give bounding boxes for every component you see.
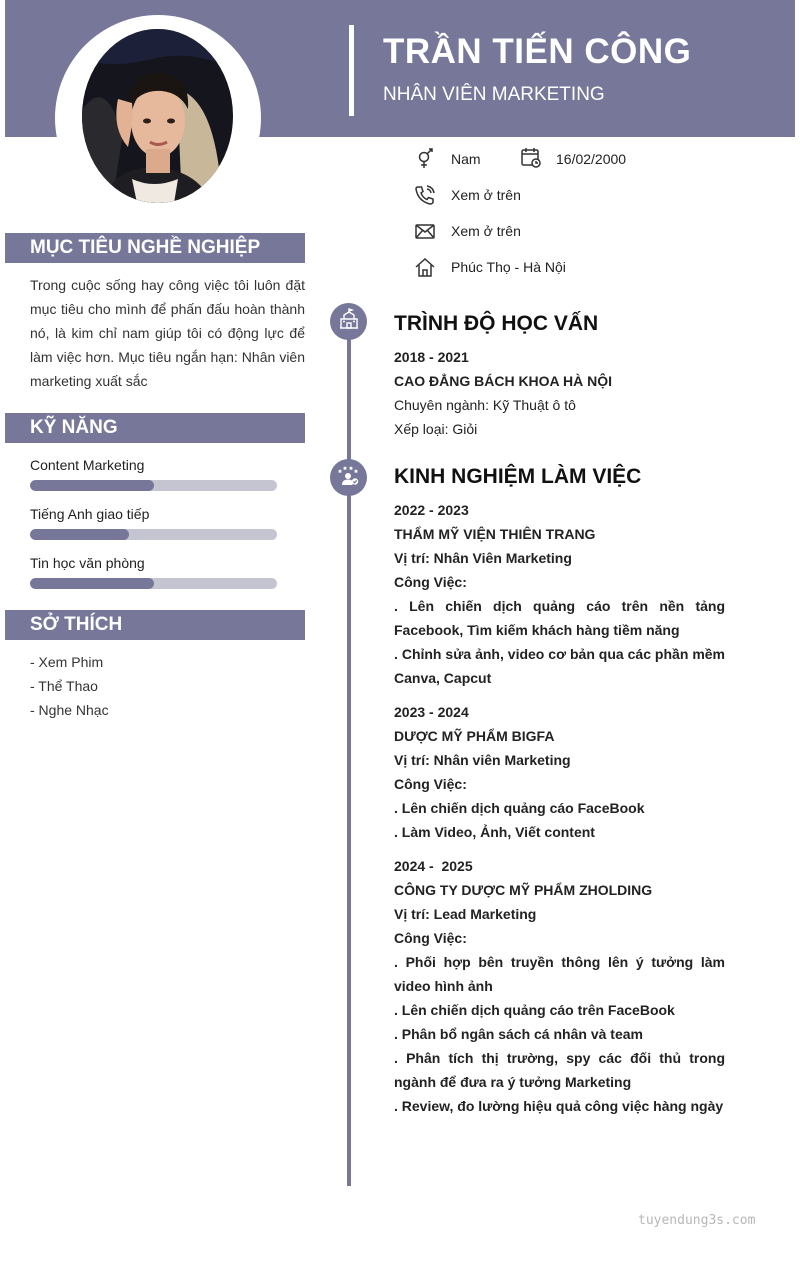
phone-icon [414,184,436,206]
header-divider [349,25,354,116]
education-school: CAO ĐẲNG BÁCH KHOA HÀ NỘI [394,373,613,389]
calendar-icon [520,146,542,173]
job-position: Vị trí: Nhân Viên Marketing [394,550,572,566]
experience-heading: KINH NGHIỆM LÀM VIỆC [394,465,642,488]
hobby-item: - Xem Phim [30,654,104,670]
job-years: 2022 - 2023 [394,502,469,518]
email-icon [414,220,436,242]
birthdate-value: 16/02/2000 [556,151,627,167]
education-major: Chuyên ngành: Kỹ Thuật ô tô [394,397,576,413]
job-duty: . Lên chiến dịch quảng cáo trên FaceBook [394,1002,675,1018]
candidate-name: TRẦN TIẾN CÔNG [383,32,692,71]
skill-bar-fill [30,529,129,540]
job-duty: . Phân bổ ngân sách cá nhân và team [394,1026,643,1042]
address-value: Phúc Thọ - Hà Nội [451,259,566,275]
job-duty: . Lên chiến dịch quảng cáo FaceBook [394,800,645,816]
candidate-job-title: NHÂN VIÊN MARKETING [383,84,605,105]
phone-value: Xem ở trên [451,187,521,203]
education-heading: TRÌNH ĐỘ HỌC VẤN [394,312,599,335]
email-value: Xem ở trên [451,223,521,239]
education-timeline-node [330,303,367,340]
job-duties-label: Công Việc: [394,776,467,792]
job-company: THẨM MỸ VIỆN THIÊN TRANG [394,526,596,542]
job-duty: . Lên chiến dịch quảng cáo trên nền tảng Facebook, Tìm kiếm khách hàng tiềm năng [394,598,725,638]
skill-label: Content Marketing [30,457,145,473]
gender-icon [414,148,436,170]
job-duty: . Chỉnh sửa ảnh, video cơ bản qua các phần mềm Canva, Capcut [394,646,725,686]
hobbies-heading: SỞ THÍCH [5,610,305,640]
job-duty: . Làm Video, Ảnh, Viết content [394,824,595,840]
contact-phone [414,183,521,207]
avatar [82,29,233,203]
home-icon [414,256,436,278]
experience-timeline-node [330,459,367,496]
job-company: CÔNG TY DƯỢC MỸ PHẨM ZHOLDING [394,882,653,898]
job-company: DƯỢC MỸ PHẨM BIGFA [394,728,555,744]
timeline-line [347,305,351,1186]
job-duty: . Phân tích thị trường, spy các đối thủ trong ngành để đưa ra ý tưởng Marketing [394,1050,725,1090]
skill-bar-fill [30,578,154,589]
objective-heading: MỤC TIÊU NGHỀ NGHIỆP [5,233,305,263]
skill-bar [30,480,277,491]
hobby-item: - Nghe Nhạc [30,702,109,718]
job-position: Vị trí: Lead Marketing [394,906,537,922]
skill-label: Tin học văn phòng [30,555,145,571]
skill-bar [30,529,277,540]
skill-bar-fill [30,480,154,491]
team-icon [337,463,361,492]
job-duties-label: Công Việc: [394,930,467,946]
skill-label: Tiếng Anh giao tiếp [30,506,150,522]
contact-address [414,255,566,279]
skill-bar [30,578,277,589]
hobby-item: - Thể Thao [30,678,98,694]
education-grade: Xếp loại: Giỏi [394,421,478,437]
education-years: 2018 - 2021 [394,349,469,365]
job-duty: . Phối hợp bên truyền thông lên ý tưởng làm video hình ảnh [394,954,725,994]
job-years: 2024 - 2025 [394,858,473,874]
contact-gender [414,147,481,171]
job-position: Vị trí: Nhân viên Marketing [394,752,571,768]
contact-email [414,219,521,243]
objective-text: Trong cuộc sống hay công việc tôi luôn đặt mục tiêu cho mình để phấn đấu hoàn thành nó, là kim chỉ nam giúp tôi có động lực để làm việc hơn. Mục tiêu ngắn hạn: Nhân viên marketing xuất sắc [30,277,305,389]
job-duty: . Review, đo lường hiệu quả công việc hàng ngày [394,1098,724,1114]
contact-birthdate [520,147,626,171]
skills-heading: KỸ NĂNG [5,413,305,443]
school-icon [338,308,360,335]
gender-value: Nam [451,151,481,167]
job-years: 2023 - 2024 [394,704,469,720]
job-duties-label: Công Việc: [394,574,467,590]
watermark: tuyendung3s.com [638,1213,756,1228]
